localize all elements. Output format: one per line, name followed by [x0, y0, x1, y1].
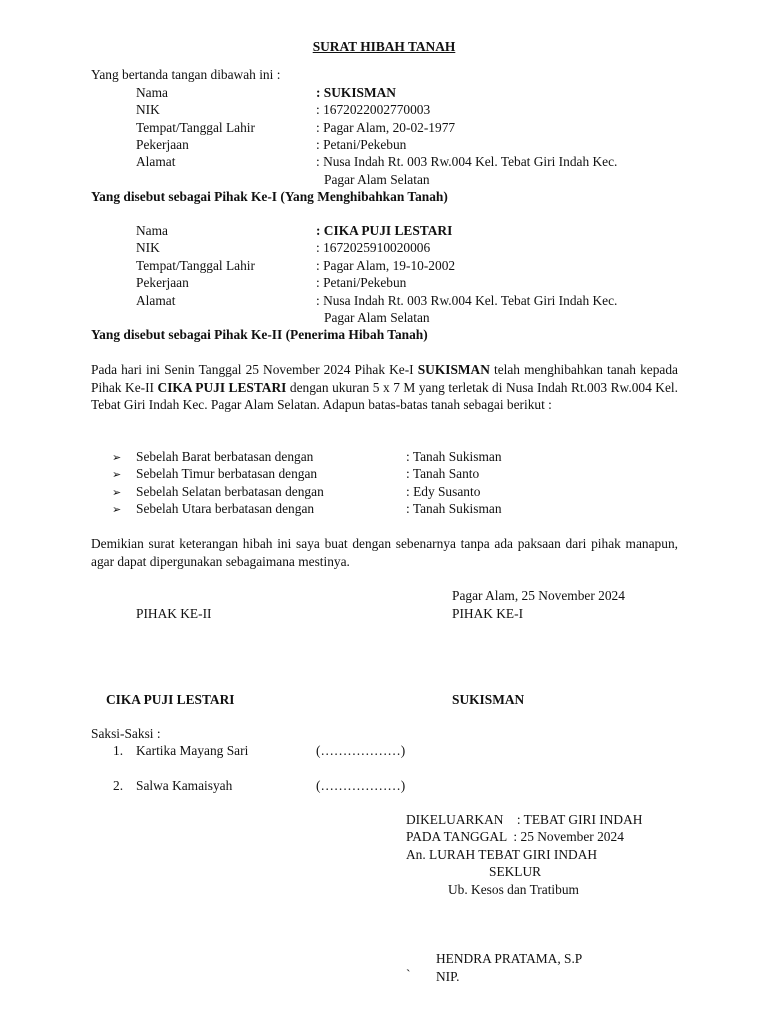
party1-label-alamat: Alamat [136, 154, 176, 169]
signer-right-name: SUKISMAN [452, 692, 525, 707]
witness-number: 2. [113, 778, 124, 793]
party1-value-ttl: : Pagar Alam, 20-02-1977 [316, 120, 456, 135]
party2-value-nama: : CIKA PUJI LESTARI [316, 223, 453, 238]
witness-name: Kartika Mayang Sari [136, 743, 249, 758]
boundary-side: Sebelah Timur berbatasan dengan [136, 466, 318, 481]
boundary-value: : Tanah Santo [406, 466, 480, 481]
party1-address-cont: Pagar Alam Selatan [324, 172, 430, 187]
party2-caption: Yang disebut sebagai Pihak Ke-II (Penerima Hibah Tanah) [91, 327, 428, 342]
intro-text: Yang bertanda tangan dibawah ini : [91, 67, 281, 82]
party1-label-pekerjaan: Pekerjaan [136, 137, 189, 152]
stray-mark: ` [406, 967, 411, 982]
party2-value-ttl: : Pagar Alam, 19-10-2002 [316, 258, 456, 273]
body-text-c: dengan ukuran 5 x 7 M yang terletak di Nusa Indah Rt.003 Rw.004 Kel. Tebat Giri Indah Kec. Pagar Alam Selatan. Adapun batas-batas tanah sebagai berikut : [91, 379, 678, 412]
party1-label-nik: NIK [136, 102, 160, 117]
witness-signature-line: (………………) [316, 778, 406, 793]
party2-label-pekerjaan: Pekerjaan [136, 275, 189, 290]
body-name-sukisman: SUKISMAN [417, 362, 490, 377]
issued-division: Ub. Kesos dan Tratibum [448, 882, 579, 897]
issued-place: DIKELUARKAN : TEBAT GIRI INDAH [406, 812, 643, 827]
bullet-arrow-icon: ➢ [112, 503, 122, 516]
issued-position: SEKLUR [489, 864, 542, 879]
closing-paragraph: Demikian surat keterangan hibah ini saya buat dengan sebenarnya tanpa ada paksaan dari pihak manapun, agar dapat dipergunakan sebagaimana mestinya. [91, 536, 678, 569]
party2-value-nik: : 1672025910020006 [316, 240, 431, 255]
bullet-arrow-icon: ➢ [112, 468, 122, 481]
signer-right-label: PIHAK KE-I [452, 606, 524, 621]
bullet-arrow-icon: ➢ [112, 486, 122, 499]
signer-left-name: CIKA PUJI LESTARI [106, 692, 235, 707]
witness-number: 1. [113, 743, 124, 758]
bullet-arrow-icon: ➢ [112, 451, 122, 464]
party1-value-nik: : 1672022002770003 [316, 102, 431, 117]
party2-label-nik: NIK [136, 240, 160, 255]
party2-label-alamat: Alamat [136, 293, 176, 308]
boundary-value: : Tanah Sukisman [406, 501, 502, 516]
party2-value-pekerjaan: : Petani/Pekebun [316, 275, 407, 290]
boundary-value: : Tanah Sukisman [406, 449, 502, 464]
party1-value-nama: : SUKISMAN [316, 85, 396, 100]
boundary-side: Sebelah Barat berbatasan dengan [136, 449, 314, 464]
party1-label-nama: Nama [136, 85, 168, 100]
party2-label-ttl: Tempat/Tanggal Lahir [136, 258, 255, 273]
witness-signature-line: (………………) [316, 743, 406, 758]
party1-value-alamat: : Nusa Indah Rt. 003 Rw.004 Kel. Tebat Giri Indah Kec. [316, 154, 618, 169]
boundary-side: Sebelah Utara berbatasan dengan [136, 501, 315, 516]
body-text-a: Pada hari ini Senin Tanggal 25 November 2024 Pihak Ke-I [91, 362, 418, 377]
signer-left-label: PIHAK KE-II [136, 606, 212, 621]
witness-name: Salwa Kamaisyah [136, 778, 233, 793]
body-paragraph [91, 361, 678, 414]
body-name-cika: CIKA PUJI LESTARI [157, 379, 287, 395]
official-nip: NIP. [436, 969, 460, 984]
official-name: HENDRA PRATAMA, S.P [436, 951, 583, 966]
body-text-b: telah menghibahkan tanah kepada Pihak Ke-II [91, 362, 678, 395]
issued-date: PADA TANGGAL : 25 November 2024 [406, 829, 624, 844]
party1-label-ttl: Tempat/Tanggal Lahir [136, 120, 255, 135]
boundary-value: : Edy Susanto [406, 484, 481, 499]
issued-authority: An. LURAH TEBAT GIRI INDAH [406, 847, 598, 862]
party2-label-nama: Nama [136, 223, 168, 238]
place-date: Pagar Alam, 25 November 2024 [452, 588, 625, 603]
document-title: SURAT HIBAH TANAH [312, 39, 456, 54]
party2-value-alamat: : Nusa Indah Rt. 003 Rw.004 Kel. Tebat Giri Indah Kec. [316, 293, 618, 308]
party2-address-cont: Pagar Alam Selatan [324, 310, 430, 325]
boundary-side: Sebelah Selatan berbatasan dengan [136, 484, 324, 499]
party1-caption: Yang disebut sebagai Pihak Ke-I (Yang Menghibahkan Tanah) [91, 189, 448, 204]
witness-heading: Saksi-Saksi : [91, 726, 161, 741]
party1-value-pekerjaan: : Petani/Pekebun [316, 137, 407, 152]
